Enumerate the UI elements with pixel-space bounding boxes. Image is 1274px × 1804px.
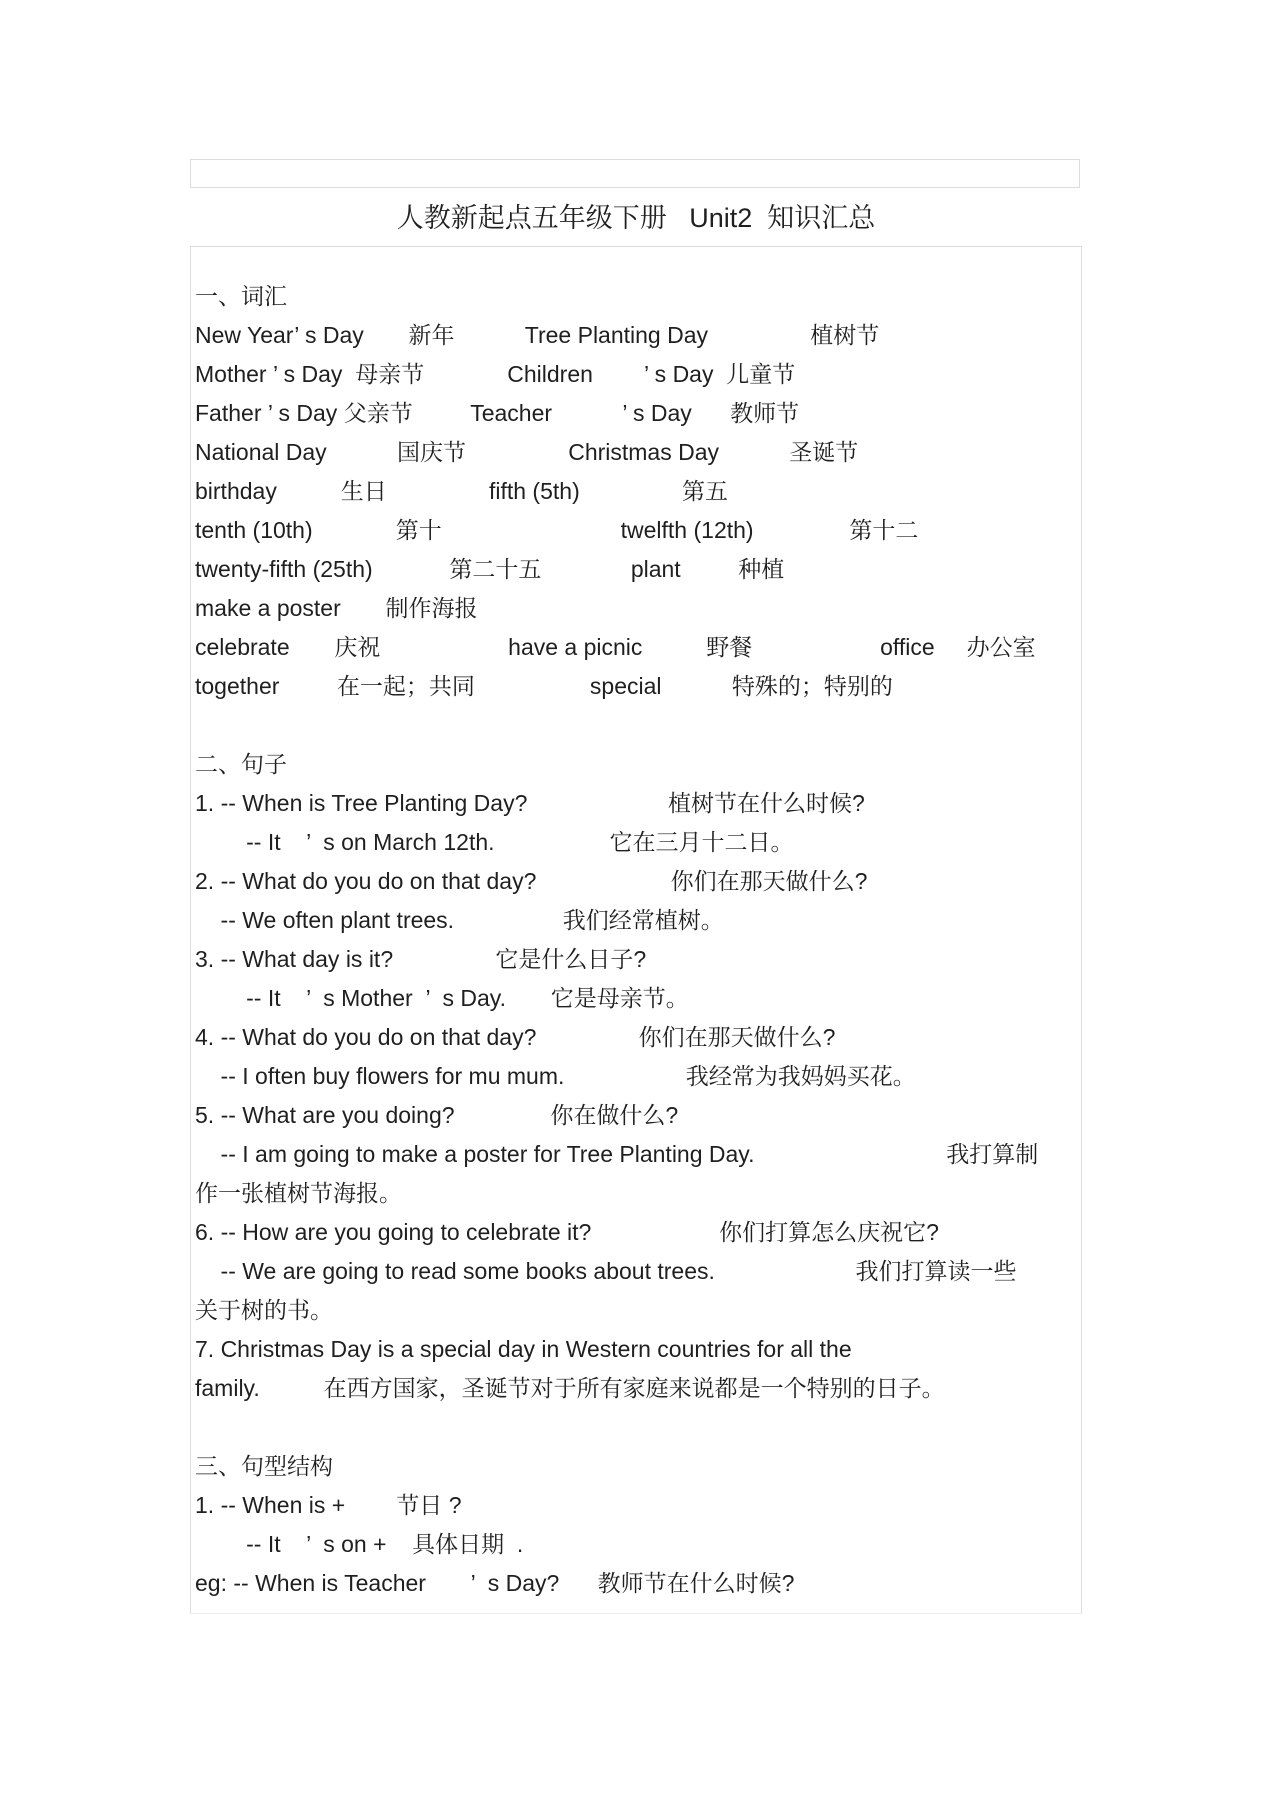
text-line: New Year’ s Day 新年 Tree Planting Day 植树节 (195, 322, 880, 348)
section-sentences (195, 745, 1081, 1408)
text-line: tenth (10th) 第十 twelfth (12th) 第十二 (195, 517, 919, 543)
text-line: -- It ’ s Mother ’ s Day. 它是母亲节。 (195, 985, 689, 1011)
text-line: 7. Christmas Day is a special day in Western countries for all the (195, 1336, 852, 1362)
text-line: eg: -- When is Teacher ’ s Day? 教师节在什么时候? (195, 1570, 795, 1596)
section-lines (195, 784, 1081, 1408)
text-line: 6. -- How are you going to celebrate it? 你们打算怎么庆祝它? (195, 1219, 939, 1245)
text-line: -- It ’ s on + 具体日期 . (195, 1531, 524, 1557)
text-line: family. 在西方国家，圣诞节对于所有家庭来说都是一个特别的日子。 (195, 1375, 945, 1401)
text-line: -- We often plant trees. 我们经常植树。 (195, 907, 724, 933)
text-line: birthday 生日 fifth (5th) 第五 (195, 478, 728, 504)
text-line: 3. -- What day is it? 它是什么日子? (195, 946, 647, 972)
section-heading: 一、词汇 (195, 283, 287, 309)
text-line: 作一张植树节海报。 (195, 1180, 402, 1206)
text-line: celebrate 庆祝 have a picnic 野餐 office 办公室 (195, 634, 1036, 660)
text-line: 4. -- What do you do on that day? 你们在那天做什么? (195, 1024, 836, 1050)
text-line: make a poster 制作海报 (195, 595, 478, 621)
text-line: 5. -- What are you doing? 你在做什么? (195, 1102, 679, 1128)
doc-body (190, 246, 1082, 1614)
section-heading: 二、句子 (195, 751, 287, 777)
doc-title: 人教新起点五年级下册 Unit2 知识汇总 (396, 203, 876, 233)
text-line: Mother ’ s Day 母亲节 Children ’ s Day 儿童节 (195, 361, 796, 387)
section-sentence-patterns (195, 1447, 1081, 1603)
text-line: -- We are going to read some books about trees. 我们打算读一些 (195, 1258, 1017, 1284)
text-line: 关于树的书。 (195, 1297, 333, 1323)
text-line: -- It ’ s on March 12th. 它在三月十二日。 (195, 829, 794, 855)
text-line: -- I am going to make a poster for Tree Planting Day. 我打算制 (195, 1141, 1039, 1167)
text-line: Father ’ s Day 父亲节 Teacher ’ s Day 教师节 (195, 400, 800, 426)
section-heading: 三、句型结构 (195, 1453, 333, 1479)
text-line: National Day 国庆节 Christmas Day 圣诞节 (195, 439, 859, 465)
page-top-strip (190, 159, 1080, 188)
text-line: together 在一起；共同 special 特殊的；特别的 (195, 673, 893, 699)
text-line: 2. -- What do you do on that day? 你们在那天做什么? (195, 868, 868, 894)
text-line: 1. -- When is + 节日 ? (195, 1492, 462, 1518)
section-lines (195, 1486, 1081, 1603)
text-line: -- I often buy flowers for mu mum. 我经常为我妈妈买花。 (195, 1063, 916, 1089)
section-lines (195, 316, 1081, 706)
section-vocabulary (195, 277, 1081, 706)
text-line: 1. -- When is Tree Planting Day? 植树节在什么时候? (195, 790, 865, 816)
text-line: twenty-fifth (25th) 第二十五 plant 种植 (195, 556, 785, 582)
